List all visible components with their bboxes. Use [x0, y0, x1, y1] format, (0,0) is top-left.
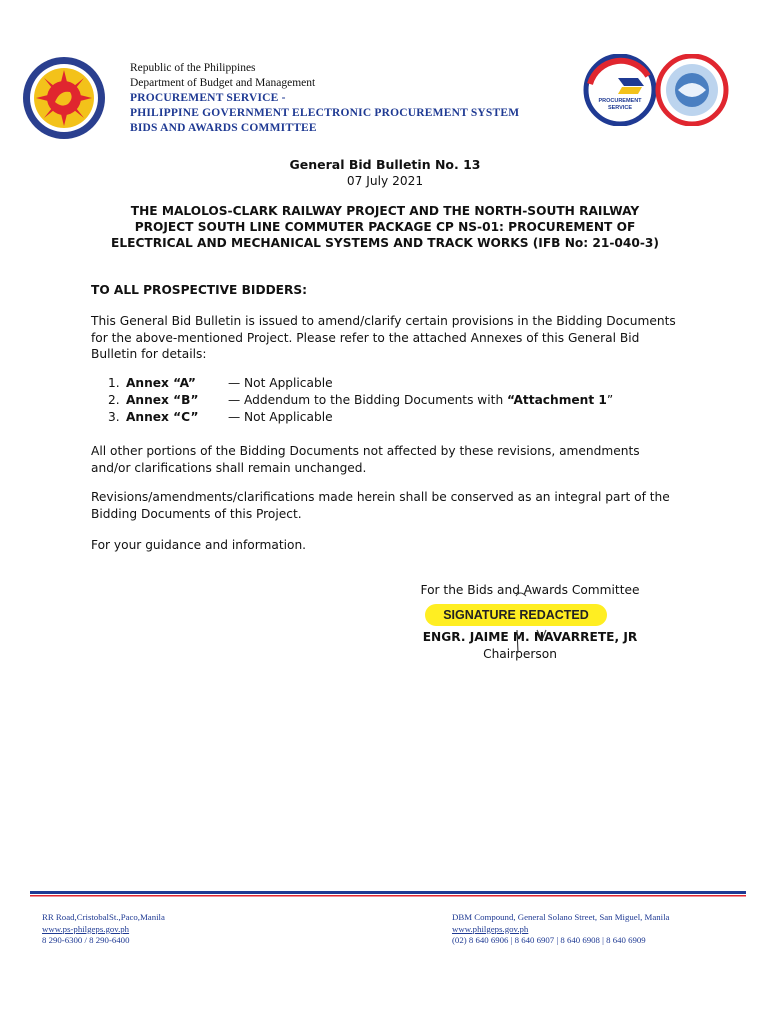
dbm-seal-logo: [22, 56, 106, 140]
salutation: TO ALL PROSPECTIVE BIDDERS:: [91, 283, 308, 297]
annex-name: Annex “C”: [126, 410, 199, 424]
list-item: [108, 392, 698, 409]
bulletin-date: 07 July 2021: [346, 174, 424, 188]
header-republic: Republic of the Philippines: [130, 62, 256, 74]
project-title-line: ELECTRICAL AND MECHANICAL SYSTEMS AND TRACK WORKS (IFB No: 21-040-3): [111, 236, 659, 250]
annex-number: 3.: [108, 410, 120, 424]
paragraph-line: All other portions of the Bidding Documents not affected by these revisions, amendments: [91, 444, 640, 458]
header-bac: BIDS AND AWARDS COMMITTEE: [130, 122, 317, 134]
signature-redacted-badge: SIGNATURE REDACTED: [425, 604, 607, 626]
annex-number: 2.: [108, 393, 120, 407]
annex-name: Annex “A”: [126, 376, 196, 390]
project-title-line: THE MALOLOS-CLARK RAILWAY PROJECT AND THE NORTH-SOUTH RAILWAY: [130, 204, 640, 218]
footer-philgeps-address: DBM Compound, General Solano Street, San Miguel, Manila: [452, 912, 670, 922]
guidance-paragraph: For your guidance and information.: [91, 538, 307, 552]
bulletin-title: General Bid Bulletin No. 13: [289, 157, 481, 172]
annex-description: [244, 375, 333, 392]
footer-philgeps-phone: (02) 8 640 6906 | 8 640 6907 | 8 640 6908 | 8 640 6909: [452, 935, 646, 945]
annex-dash: —: [228, 393, 241, 407]
project-title-line: PROJECT SOUTH LINE COMMUTER PACKAGE CP NS-01: PROCUREMENT OF: [134, 220, 636, 234]
intro-paragraph: [91, 313, 691, 363]
footer-ps-address: RR Road,CristobalSt.,Paco,Manila: [42, 912, 165, 922]
header-department: Department of Budget and Management: [130, 77, 316, 89]
annex-description: [244, 409, 333, 426]
paragraph-line: Revisions/amendments/clarifications made herein shall be conserved as an integral part of the: [91, 490, 670, 504]
annex-attachment-ref: “Attachment 1: [507, 393, 607, 407]
header-agency-block: [130, 61, 519, 136]
annex-desc-text: Addendum to the Bidding Documents with: [244, 393, 508, 407]
signature-committee: For the Bids and Awards Committee: [420, 583, 640, 597]
annex-number: 1.: [108, 376, 120, 390]
footer-ps-url-link[interactable]: www.ps-philgeps.gov.ph: [42, 923, 130, 934]
paragraph-line: Bulletin for details:: [91, 347, 207, 361]
annex-dash: —: [228, 410, 241, 424]
footer-philgeps-url-link[interactable]: www.philgeps.gov.ph: [452, 923, 529, 934]
header-philgeps: PHILIPPINE GOVERNMENT ELECTRONIC PROCUREMENT SYSTEM: [130, 107, 520, 119]
signatory-name: ENGR. JAIME M. NAVARRETE, JR: [422, 630, 638, 644]
annex-description: [244, 392, 613, 409]
integral-part-paragraph: [91, 489, 691, 522]
ps-philgeps-logos: [582, 54, 732, 126]
signatory-position: Chairperson: [483, 647, 557, 661]
logo-text-service: SERVICE: [607, 105, 633, 111]
header-procurement-service: PROCUREMENT SERVICE -: [130, 92, 286, 104]
paragraph-line: for the above-mentioned Project. Please refer to the attached Annexes of this General Bid: [91, 330, 640, 345]
annex-desc-end: ”: [606, 393, 614, 407]
footer-philgeps-contact: [452, 912, 669, 947]
logo-text-procurement: PROCUREMENT: [598, 98, 642, 104]
list-item: [108, 409, 698, 426]
paragraph-line: and/or clarifications shall remain unchanged.: [91, 460, 367, 475]
footer-ps-phone: 8 290-6300 / 8 290-6400: [42, 935, 130, 945]
footer-divider: [30, 888, 746, 904]
annex-dash: —: [228, 376, 241, 390]
footer-ps-contact: [42, 912, 165, 947]
list-item: [108, 375, 698, 392]
annex-name: Annex “B”: [126, 393, 199, 407]
paragraph-line: This General Bid Bulletin is issued to amend/clarify certain provisions in the Bidding Documents: [91, 314, 676, 328]
annex-desc-text: Not Applicable: [244, 410, 333, 424]
paragraph-line: Bidding Documents of this Project.: [91, 506, 302, 521]
project-title: [80, 203, 690, 251]
annex-list: [108, 375, 698, 426]
unchanged-paragraph: [91, 443, 691, 476]
annex-desc-text: Not Applicable: [244, 376, 333, 390]
